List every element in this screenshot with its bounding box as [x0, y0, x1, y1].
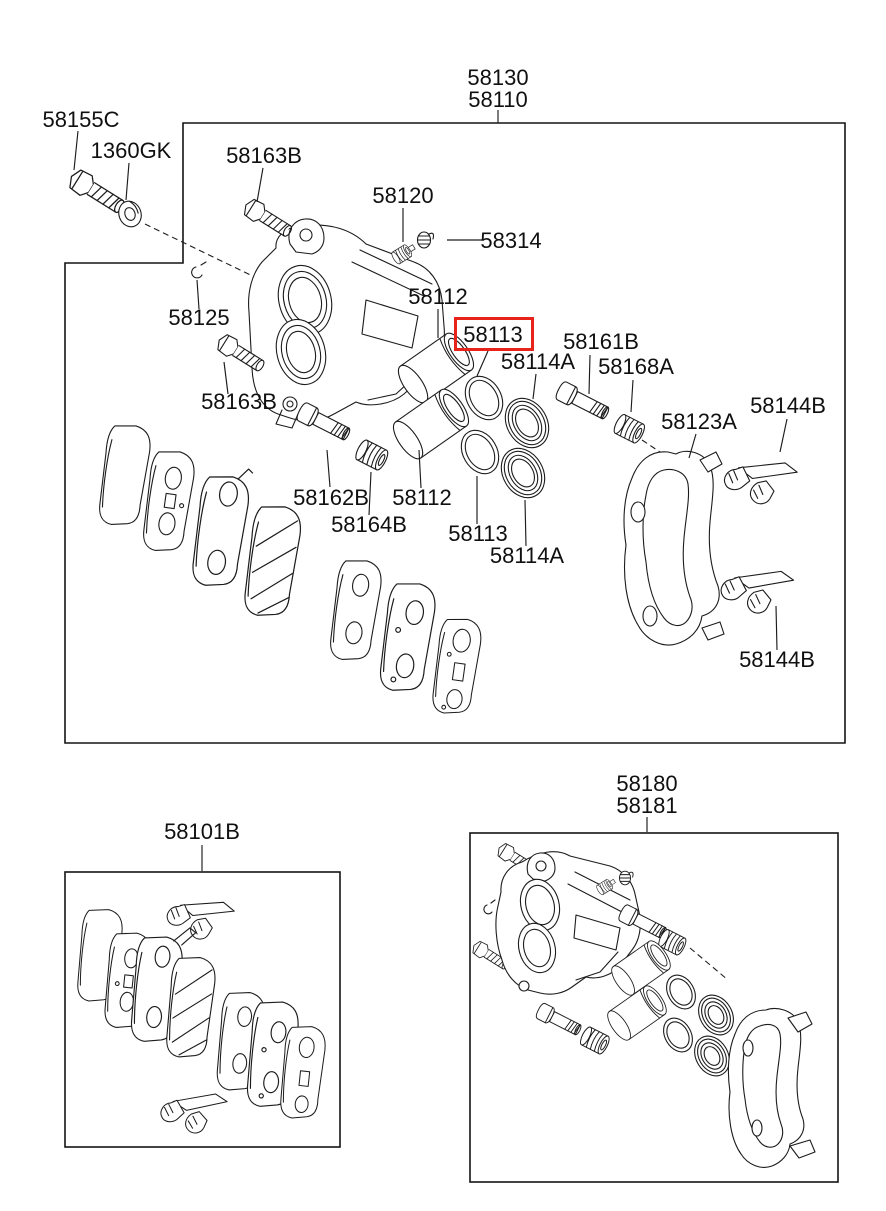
label-58123A[interactable]: 58123A — [661, 409, 737, 434]
label-58114A-bottom[interactable]: 58114A — [489, 543, 565, 568]
kit-spring-bottom-drawing — [158, 1085, 228, 1137]
label-58314[interactable]: 58314 — [480, 228, 542, 253]
seal-small-2-drawing — [658, 1013, 699, 1057]
label-58144B-bottom[interactable]: 58144B — [739, 647, 815, 672]
label-58120[interactable]: 58120 — [372, 183, 434, 208]
label-58125[interactable]: 58125 — [168, 305, 230, 330]
label-58113-bottom[interactable]: 58113 — [448, 521, 508, 546]
label-58181[interactable]: 58181 — [616, 793, 678, 818]
boot-58164B-drawing — [353, 438, 390, 471]
boot-58114A-top-drawing — [497, 390, 558, 455]
label-58168A[interactable]: 58168A — [598, 354, 674, 379]
bushing-58168A-drawing — [612, 413, 647, 445]
label-58144B-top[interactable]: 58144B — [750, 393, 826, 418]
pad-inner-drawing — [327, 557, 384, 663]
spring-58144B-top-drawing — [721, 450, 799, 511]
label-1360GK[interactable]: 1360GK — [90, 138, 172, 163]
pad-plate-drawing — [96, 422, 153, 528]
label-58155C[interactable]: 58155C — [42, 107, 120, 132]
label-58180[interactable]: 58180 — [616, 771, 678, 796]
pad-outer-shim-drawing — [429, 616, 483, 717]
kit-spring-top-drawing — [163, 888, 236, 946]
label-58110[interactable]: 58110 — [468, 87, 528, 112]
label-58164B[interactable]: 58164B — [331, 512, 407, 537]
label-58161B[interactable]: 58161B — [563, 329, 639, 354]
boot-58114A-bottom-drawing — [493, 440, 554, 505]
clip-small-drawing — [484, 900, 495, 914]
label-58114A-top[interactable]: 58114A — [500, 349, 576, 374]
assembly-box-bottom — [470, 833, 838, 1182]
boot-small-drawing — [578, 1026, 611, 1056]
carrier-58123A-drawing — [624, 451, 724, 645]
clip-58125-drawing — [192, 262, 206, 278]
seal-small-1-drawing — [661, 970, 702, 1014]
label-58163B-top[interactable]: 58163B — [226, 143, 302, 168]
spring-58144B-bottom-drawing — [718, 560, 795, 619]
label-58163B-bottom[interactable]: 58163B — [201, 389, 277, 414]
label-58162B[interactable]: 58162B — [293, 485, 369, 510]
pad-friction-drawing — [241, 503, 304, 620]
pad-kit-box — [65, 872, 340, 1147]
seal-58113-bottom-drawing — [454, 424, 506, 481]
pad-shim-drawing — [140, 448, 197, 554]
label-58113-selected[interactable]: 58113 — [463, 322, 523, 347]
label-58112-bottom[interactable]: 58112 — [392, 485, 452, 510]
rod-lower-small-drawing — [535, 1002, 584, 1038]
dashed-line-bushing-to-carrier-2 — [690, 948, 728, 980]
pad-inner-shim-drawing — [377, 580, 439, 695]
carrier-small-drawing — [728, 1009, 815, 1168]
pad-backing-drawing — [189, 463, 253, 589]
rod-58161B-drawing — [554, 380, 612, 423]
piston-small-2-drawing — [604, 982, 671, 1043]
label-58101B[interactable]: 58101B — [164, 819, 240, 844]
cap-58314-drawing — [418, 232, 434, 248]
label-58112-top[interactable]: 58112 — [408, 284, 468, 309]
boot-small-1-drawing — [692, 989, 741, 1041]
label-58130[interactable]: 58130 — [467, 65, 529, 90]
